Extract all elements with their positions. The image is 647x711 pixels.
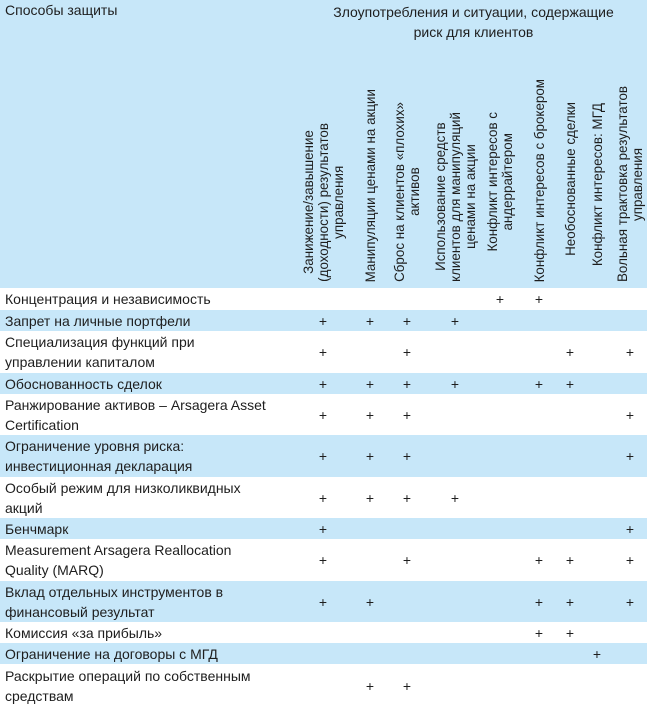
- plus-mark: +: [534, 593, 544, 610]
- plus-mark: +: [625, 406, 635, 423]
- row-label: Ранжирование активов – Arsagera Asset Certification: [5, 396, 266, 433]
- column-header: Конфликт интересов с брокером: [531, 78, 547, 282]
- row-label: Ограничение на договоры с МГД: [5, 645, 218, 662]
- row-label: Бенчмарк: [5, 520, 69, 537]
- plus-mark: +: [534, 375, 544, 392]
- row-label: Ограничение уровня риска: инвестиционная декларация: [5, 438, 193, 474]
- column-header: Манипуляции ценами на акции: [362, 88, 378, 282]
- table-row: [0, 310, 647, 331]
- plus-mark: +: [318, 312, 328, 329]
- plus-mark: +: [318, 552, 328, 568]
- plus-mark: +: [318, 344, 328, 360]
- column-header: Вольная трактовка результатов управления: [615, 86, 645, 282]
- plus-mark: +: [625, 344, 635, 360]
- row-label: Measurement Arsagera Reallocation Quality (MARQ): [5, 542, 232, 578]
- plus-mark: +: [318, 375, 328, 392]
- plus-mark: +: [450, 312, 460, 329]
- row-label: Специализация функций при управлении капиталом: [5, 334, 195, 370]
- plus-mark: +: [534, 291, 544, 307]
- plus-mark: +: [625, 593, 635, 610]
- plus-mark: +: [402, 448, 412, 464]
- plus-mark: +: [625, 448, 635, 464]
- column-header: Необоснованные сделки: [562, 102, 578, 256]
- plus-mark: +: [365, 489, 375, 506]
- row-label: Запрет на личные портфели: [5, 312, 191, 329]
- plus-mark: +: [402, 489, 412, 506]
- table-row: [0, 518, 647, 539]
- column-header: Конфликт интересов: МГД: [589, 102, 605, 266]
- plus-mark: +: [402, 406, 412, 423]
- plus-mark: +: [318, 448, 328, 464]
- plus-mark: +: [402, 312, 412, 329]
- protection-methods-header: Способы защиты: [5, 2, 118, 18]
- plus-mark: +: [534, 552, 544, 568]
- plus-mark: +: [365, 312, 375, 329]
- plus-mark: +: [592, 645, 602, 662]
- table-row: [0, 581, 647, 622]
- table-row: [0, 394, 647, 435]
- plus-mark: +: [565, 624, 575, 641]
- plus-mark: +: [402, 678, 412, 694]
- plus-mark: +: [365, 593, 375, 610]
- table-row: [0, 539, 647, 581]
- plus-mark: +: [402, 552, 412, 568]
- column-header: Сброс на клиентов «плохих» активов: [392, 102, 422, 282]
- plus-mark: +: [625, 552, 635, 568]
- plus-mark: +: [318, 593, 328, 610]
- column-header: Конфликт интересов с андеррайтером: [485, 112, 515, 252]
- plus-mark: +: [318, 406, 328, 423]
- column-header: Занижение/завышение (доходности) результатов управления: [300, 123, 346, 282]
- table-row: [0, 477, 647, 518]
- plus-mark: +: [565, 375, 575, 392]
- table-row: [0, 643, 647, 664]
- plus-mark: +: [318, 489, 328, 506]
- plus-mark: +: [365, 375, 375, 392]
- row-label: Обоснованность сделок: [5, 375, 162, 392]
- row-label: Вклад отдельных инструментов в финансовый результат: [5, 583, 224, 620]
- row-label: Особый режим для низколиквидных акций: [5, 479, 241, 516]
- plus-mark: +: [534, 624, 544, 641]
- abuse-group-header: Злоупотребления и ситуации, содержащие риск для клиентов: [333, 4, 614, 40]
- table-row: [0, 373, 647, 394]
- plus-mark: +: [402, 344, 412, 360]
- plus-mark: +: [402, 375, 412, 392]
- plus-mark: +: [565, 593, 575, 610]
- table-row: [0, 622, 647, 643]
- plus-mark: +: [450, 489, 460, 506]
- column-header: Использование средств клиентов для манипуляций ценами на акции: [432, 112, 478, 282]
- plus-mark: +: [495, 291, 505, 307]
- plus-mark: +: [365, 448, 375, 464]
- plus-mark: +: [450, 375, 460, 392]
- table-row: [0, 435, 647, 477]
- row-label: Комиссия «за прибыль»: [5, 624, 163, 641]
- row-label: Концентрация и независимость: [5, 291, 211, 307]
- row-label: Раскрытие операций по собственным средствам: [5, 668, 251, 704]
- plus-mark: +: [565, 344, 575, 360]
- table-row: [0, 664, 647, 711]
- plus-mark: +: [565, 552, 575, 568]
- plus-mark: +: [318, 520, 328, 537]
- plus-mark: +: [625, 520, 635, 537]
- table-header: [0, 0, 647, 288]
- table-row: [0, 331, 647, 373]
- plus-mark: +: [365, 406, 375, 423]
- plus-mark: +: [365, 678, 375, 694]
- table-row: [0, 288, 647, 310]
